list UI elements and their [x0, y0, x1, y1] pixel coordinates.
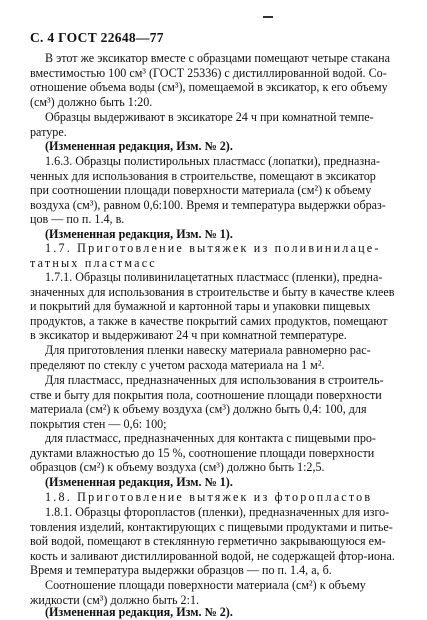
text-line: Время и температура выдержки образцов — по п. 1.4, а, б.: [30, 563, 332, 578]
text-line: для пластмасс, предназначенных для контакта с пищевыми про-: [45, 431, 376, 445]
text-line: при соотношении площади поверхности материала (см²) к объему: [30, 183, 372, 198]
text-line: воздуха (см³), равном 0,6:100. Время и температура выдержки образ-: [30, 197, 386, 212]
amendment-note: (Измененная редакция, Изм. № 2).: [45, 605, 233, 619]
text-line: стве и быту для покрытия пола, соотношение площади поверхности: [30, 387, 382, 402]
section-heading-1-7: [30, 241, 400, 270]
text-line: вместимостью 100 см³ (ГОСТ 25336) с дистиллированной водой. Со-: [30, 65, 387, 80]
text-line: и покрытий для бумажной и картонной тары и упаковки пищевых: [30, 299, 371, 314]
text-line: товления изделий, контактирующих с пищевыми продуктами и питье-: [30, 519, 393, 534]
text-line: ченных для использования в строительстве, помещают в эксикатор: [30, 168, 376, 183]
section-title: 1.7. Приготовление вытяжек из поливинилаце-: [45, 241, 381, 255]
text-line: образцов (см²) к объему воздуха (см³) должно быть 1:2,5.: [30, 460, 325, 475]
amendment-note: (Измененная редакция, Изм. № 1).: [45, 226, 233, 241]
paragraph-holding-time: [30, 110, 400, 154]
amendment-note: (Измененная редакция, Изм. № 2).: [45, 139, 233, 154]
page-header: С. 4 ГОСТ 22648—77: [30, 30, 164, 45]
text-line: Образцы выдерживают в эксикаторе 24 ч при комнатной темпе-: [45, 110, 374, 124]
text-line: кость и заливают дистиллированной водой, не содержащей фтор-иона.: [30, 548, 395, 563]
paragraph-film-preparation: [30, 343, 400, 372]
text-line: ратуре.: [30, 124, 67, 139]
paragraph-ratio: [30, 578, 400, 607]
text-line: отношение объема воды (см³), помещаемой в эксикатор, к его объему: [30, 80, 388, 95]
top-dash-mark: [263, 16, 273, 18]
text-line: материала (см²) к объему воздуха (см³) должно быть 0,4: 100, для: [30, 402, 367, 417]
text-line: пределяют по стеклу с учетом расхода материала на 1 м².: [30, 357, 325, 372]
text-line: продуктов, а также в качестве покрытий самих продуктов, помещают: [30, 313, 388, 328]
text-line: 1.6.3. Образцы полистирольных пластмасс (лопатки), предназна-: [45, 154, 381, 168]
text-line: В этот же эксикатор вместе с образцами помещают четыре стакана: [45, 51, 390, 65]
text-line: в эксикатор и выдерживают 24 ч при комнатной температуре.: [30, 328, 347, 343]
text-line: (см³) должно быть 1:20.: [30, 94, 153, 109]
text-line: Соотношение площади поверхности материала (см²) к объему: [45, 578, 366, 592]
section-heading-1-8: [30, 490, 400, 505]
text-line: значенных для использования в строительстве и быту в качестве клеев: [30, 284, 395, 299]
text-line: покрытия стен — 0,6: 100;: [30, 416, 167, 431]
section-title: 1.8. Приготовление вытяжек из фторопластов: [45, 490, 373, 504]
section-title: татных пластмасс: [30, 255, 157, 270]
text-line: вой водой, помещают в стеклянную герметично закрывающуюся ем-: [30, 534, 386, 549]
paragraph-exsiccator-glasses: [30, 51, 400, 109]
paragraph-food-contact: [30, 431, 400, 489]
text-line: Для пластмасс, предназначенных для использования в строитель-: [45, 373, 384, 387]
paragraph-1-8-1: [30, 505, 400, 578]
paragraph-1-6-3: [30, 154, 400, 242]
text-line: жидкости (см³) должно быть 2:1.: [30, 592, 200, 607]
text-line: 1.8.1. Образцы фторопластов (пленки), предназначенных для изго-: [45, 505, 390, 519]
paragraph-floor-walls: [30, 373, 400, 431]
amendment-note: (Измененная редакция, Изм. № 1).: [45, 474, 233, 489]
text-line: 1.7.1. Образцы поливинилацетатных пластмасс (пленки), предна-: [45, 270, 383, 284]
text-line: Для приготовления пленки навеску материала равномерно рас-: [45, 343, 371, 357]
final-amendment: [30, 605, 400, 620]
paragraph-1-7-1: [30, 270, 400, 343]
text-line: цов — по п. 1.4, в.: [30, 212, 125, 227]
text-line: дуктами влажностью до 15 %, соотношение площади поверхности: [30, 445, 375, 460]
